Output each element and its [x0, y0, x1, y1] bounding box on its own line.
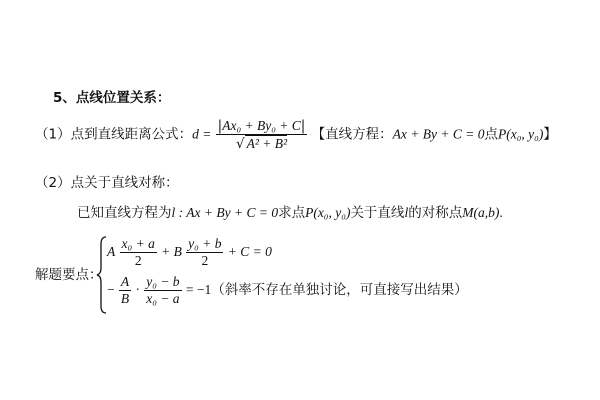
- sentence-l: l: [404, 205, 409, 220]
- solution-label: 解题要点：: [35, 267, 103, 283]
- eq1-plus-b: + B: [161, 244, 182, 259]
- eq2-frac2: [144, 274, 181, 307]
- sentence-part4: 的对称点: [408, 205, 463, 221]
- point-word: 点: [484, 126, 498, 143]
- eq2-frac1: [119, 274, 131, 307]
- abs-bar-left: |: [217, 118, 223, 134]
- section-title: 5、点线位置关系：: [53, 90, 171, 106]
- sentence-part2: 求点: [278, 205, 306, 221]
- distance-numerator: [216, 118, 308, 134]
- sqrt-icon: √: [235, 136, 245, 152]
- symmetry-sentence: [77, 201, 503, 221]
- sentence-point: P(x₀, y₀): [305, 205, 351, 220]
- eq1-frac1-den: 2: [120, 252, 157, 269]
- eq2-frac1-num: A: [120, 274, 130, 289]
- distance-fraction: [216, 118, 308, 152]
- sentence-part3: 关于直线: [350, 205, 405, 221]
- item1-label: （1）点到直线距离公式：: [35, 126, 193, 143]
- line-eq-bracket-close: 】: [543, 126, 557, 143]
- item2-label: （2）点关于直线对称：: [35, 175, 179, 191]
- eq2-tail: = −1: [185, 282, 212, 297]
- eq2-minus: −: [107, 282, 115, 297]
- distance-lhs: d =: [192, 126, 212, 142]
- eq1-frac1: [120, 236, 157, 269]
- distance-denominator: [216, 134, 308, 152]
- point-p: P(x₀, y₀): [497, 126, 544, 142]
- abs-bar-right: |: [300, 118, 306, 134]
- solution-eq1: [107, 236, 272, 269]
- eq1-frac2-den: 2: [186, 252, 223, 269]
- line-eq-bracket-open: 【直线方程：: [311, 126, 393, 143]
- line-eq: Ax + By + C = 0: [392, 126, 485, 142]
- eq1-tail: + C = 0: [227, 244, 272, 259]
- sentence-line-eq: l : Ax + By + C = 0: [171, 205, 279, 220]
- sentence-end: .: [499, 205, 503, 220]
- distance-numerator-expr: Ax₀ + By₀ + C: [222, 118, 301, 133]
- eq1-frac2: [186, 236, 223, 269]
- eq1-a: A: [107, 244, 116, 259]
- eq2-dot: ·: [135, 282, 140, 297]
- eq2-frac1-den: B: [120, 291, 130, 306]
- solution-eq2: [107, 274, 468, 307]
- eq2-frac2-den: x₀ − a: [146, 291, 180, 306]
- distance-formula-row: [35, 118, 557, 152]
- eq2-frac2-num: y₀ − b: [146, 274, 180, 289]
- distance-denominator-expr: A² + B²: [246, 136, 288, 151]
- eq1-frac1-num: x₀ + a: [121, 236, 155, 251]
- sentence-part1: 已知直线方程为: [77, 205, 172, 221]
- eq1-frac2-num: y₀ + b: [188, 236, 222, 251]
- sentence-sym-point: M(a,b): [462, 205, 500, 220]
- eq2-note: （斜率不存在单独讨论，可直接写出结果）: [211, 282, 468, 298]
